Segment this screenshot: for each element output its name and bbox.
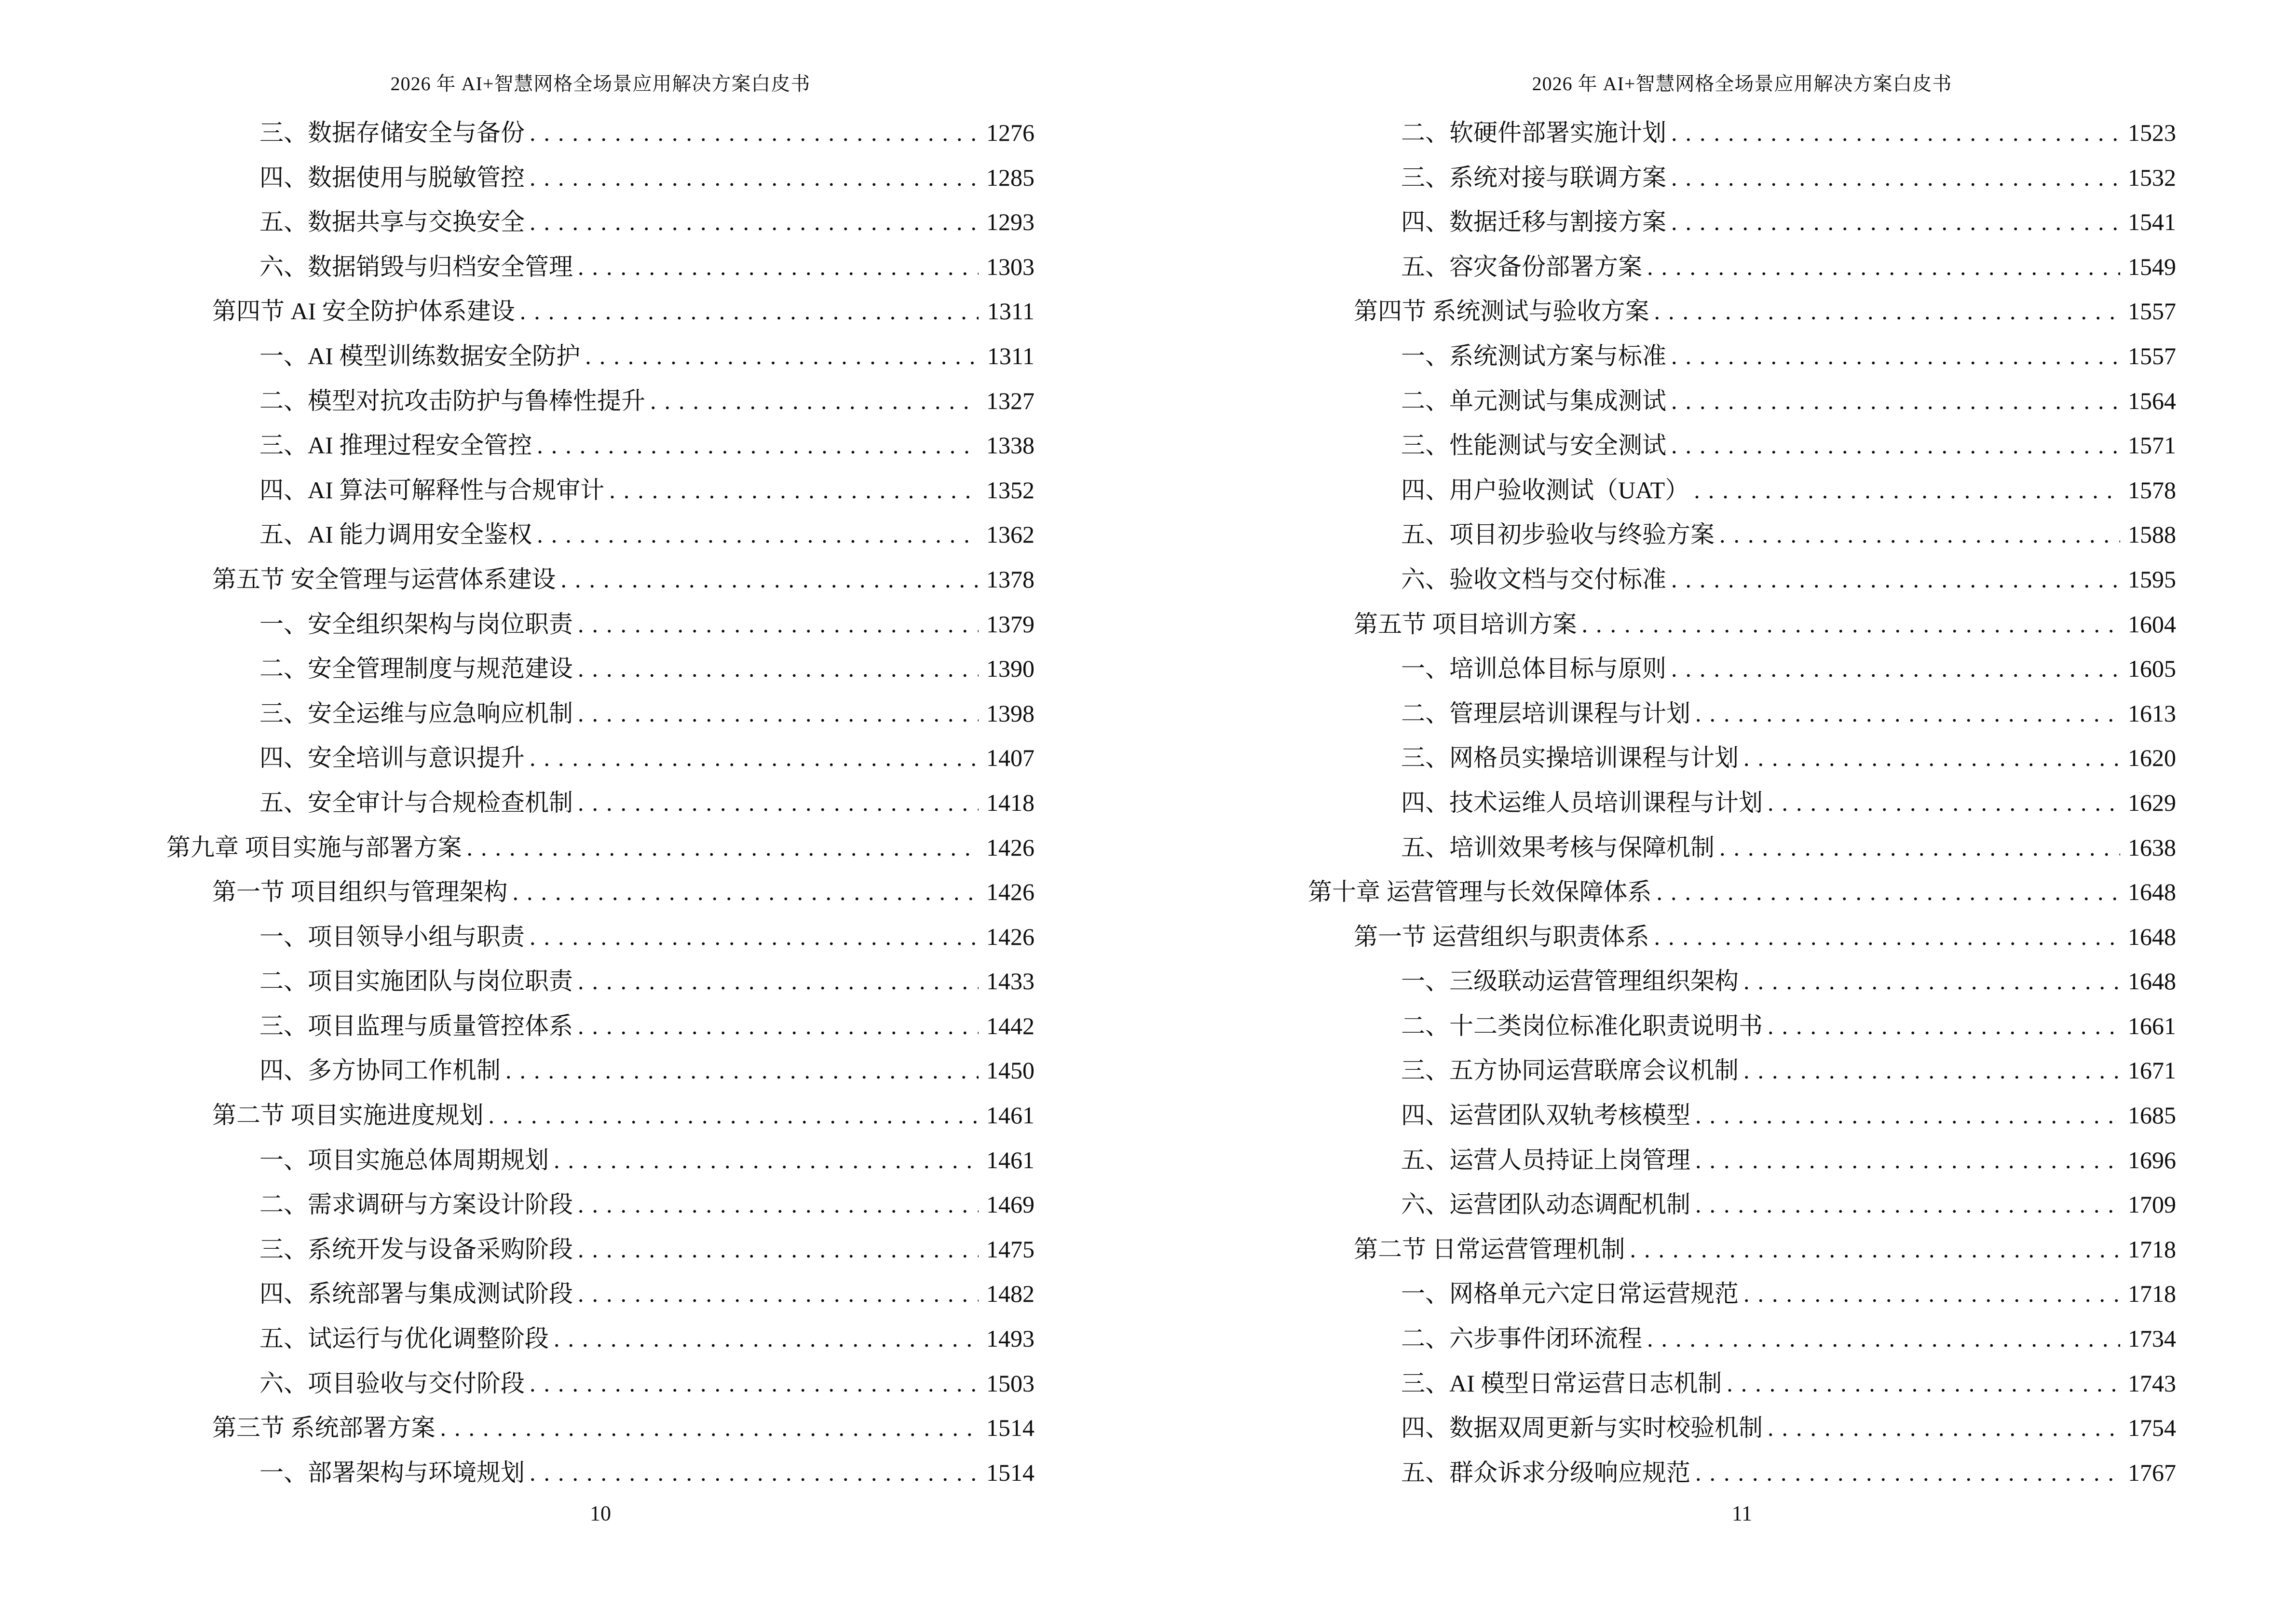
toc-entry-page-number: 1523 [2128,119,2176,146]
toc-entry-page-number: 1426 [986,923,1035,950]
toc-entry[interactable] [1308,602,2176,647]
toc-entry-page-number: 1613 [2128,699,2176,727]
toc-entry-page-number: 1338 [986,432,1035,459]
toc-entry-title: 三、项目监理与质量管控体系 [259,1012,573,1039]
dot-leader [1582,602,2121,647]
toc-entry-title: 五、群众诉求分级响应规范 [1401,1459,1690,1486]
toc-entry[interactable] [166,1271,1035,1316]
toc-entry[interactable] [1308,468,2176,513]
toc-entry-title: 三、安全运维与应急响应机制 [259,699,573,727]
toc-entry-page-number: 1671 [2128,1057,2176,1084]
dot-leader [1695,1182,2120,1227]
toc-entry[interactable] [1308,1361,2176,1406]
dot-leader [554,1316,979,1361]
toc-entry-page-number: 1503 [986,1369,1035,1397]
toc-entry-title: 五、安全审计与合规检查机制 [259,789,573,816]
toc-entry[interactable] [166,512,1035,557]
toc-entry-page-number: 1426 [986,878,1035,906]
toc-entry[interactable] [166,557,1035,602]
toc-entry-title: 四、运营团队双轨考核模型 [1401,1102,1690,1129]
dot-leader [1671,200,2120,245]
toc-entry[interactable] [166,1093,1035,1138]
toc-entry[interactable] [166,602,1035,647]
dot-leader [609,468,979,513]
dot-leader [1630,1227,2121,1272]
dot-leader [530,110,979,155]
dot-leader [505,1048,979,1093]
dot-leader [1647,245,2120,289]
toc-entry[interactable] [1308,780,2176,825]
dot-leader [578,959,979,1004]
toc-entry-title: 五、试运行与优化调整阶段 [259,1325,549,1352]
dot-leader [1695,691,2120,736]
dot-leader [1671,423,2120,468]
toc-entry-page-number: 1461 [986,1102,1035,1129]
toc-entry-title: 四、多方协同工作机制 [259,1057,501,1084]
toc-entry-page-number: 1638 [2128,833,2176,861]
dot-leader [1694,468,2120,513]
toc-entry-title: 六、验收文档与交付标准 [1401,565,1666,593]
toc-entry-page-number: 1311 [987,342,1035,369]
toc-entry-page-number: 1450 [986,1057,1035,1084]
dot-leader [578,646,979,691]
toc-entry-page-number: 1493 [986,1325,1035,1352]
toc-entry-title: 第二节 项目实施进度规划 [212,1102,484,1129]
toc-entry-page-number: 1696 [2128,1146,2176,1174]
page-number-footer: 10 [590,1501,611,1525]
dot-leader [578,780,979,825]
dot-leader [650,379,979,423]
toc-entry-page-number: 1661 [2128,1012,2176,1039]
dot-leader [585,334,979,379]
toc-entry[interactable] [166,1450,1035,1495]
toc-entry-title: 第一节 项目组织与管理架构 [212,878,508,906]
dot-leader [1743,1271,2120,1316]
dot-leader [1743,1048,2120,1093]
toc-entry[interactable] [166,1048,1035,1093]
toc-entry-title: 第二节 日常运营管理机制 [1354,1235,1625,1263]
toc-entry-title: 三、网格员实操培训课程与计划 [1401,744,1739,772]
dot-leader [1768,780,2120,825]
toc-entry-page-number: 1734 [2128,1325,2176,1352]
dot-leader [1657,870,2121,914]
dot-leader [530,914,979,959]
dot-leader [530,1361,979,1406]
dot-leader [1743,959,2120,1004]
toc-entry-title: 第四节 AI 安全防护体系建设 [212,298,515,325]
toc-entry[interactable] [1308,1316,2176,1361]
toc-entry-page-number: 1362 [986,521,1035,548]
toc-entry-page-number: 1327 [986,387,1035,414]
toc-entry-title: 二、安全管理制度与规范建设 [259,655,573,682]
toc-entry-page-number: 1293 [986,208,1035,236]
toc-entry-page-number: 1595 [2128,565,2176,593]
toc-entry-page-number: 1604 [2128,610,2176,638]
toc-entry-title: 第十章 运营管理与长效保障体系 [1308,878,1652,906]
toc-entry[interactable] [166,1138,1035,1183]
toc-entry[interactable] [1308,959,2176,1004]
toc-entry[interactable] [166,1227,1035,1272]
toc-entry-title: 五、AI 能力调用安全鉴权 [259,521,532,548]
toc-entry-title: 二、管理层培训课程与计划 [1401,699,1690,727]
toc-entry-page-number: 1549 [2128,253,2176,280]
toc-entry-page-number: 1469 [986,1191,1035,1218]
dot-leader [489,1093,979,1138]
toc-entry-page-number: 1767 [2128,1459,2176,1486]
toc-entry-page-number: 1743 [2128,1369,2176,1397]
toc-entry-page-number: 1398 [986,699,1035,727]
toc-entry[interactable] [1308,870,2176,914]
toc-entry[interactable] [166,736,1035,780]
toc-entry-page-number: 1564 [2128,387,2176,414]
toc-entry[interactable] [166,959,1035,1004]
toc-entry-title: 四、数据使用与脱敏管控 [259,164,525,191]
toc-entry-title: 四、系统部署与集成测试阶段 [259,1280,573,1308]
toc-entry-title: 四、AI 算法可解释性与合规审计 [259,476,605,504]
toc-entry-title: 五、容灾备份部署方案 [1401,253,1642,280]
toc-entry-title: 三、AI 推理过程安全管控 [259,432,532,459]
dot-leader [1719,512,2120,557]
toc-entry[interactable] [166,870,1035,914]
dot-leader [537,423,979,468]
toc-entry[interactable] [1308,1138,2176,1183]
toc-entry-title: 一、项目实施总体周期规划 [259,1146,549,1174]
toc-entry-title: 一、AI 模型训练数据安全防护 [259,342,581,369]
toc-entry[interactable] [166,1182,1035,1227]
toc-entry-title: 五、项目初步验收与终验方案 [1401,521,1715,548]
dot-leader [1654,914,2121,959]
toc-entry[interactable] [1308,736,2176,780]
toc-entry[interactable] [166,1361,1035,1406]
toc-entry[interactable] [1308,825,2176,870]
toc-page-left [166,0,1035,1624]
toc-entry-title: 五、数据共享与交换安全 [259,208,525,236]
toc-entry-title: 第三节 系统部署方案 [212,1414,436,1442]
toc-entry-title: 四、数据双周更新与实时校验机制 [1401,1414,1763,1442]
toc-entry-title: 第四节 系统测试与验收方案 [1354,298,1649,325]
toc-entry-page-number: 1557 [2128,298,2176,325]
toc-entry[interactable] [1308,110,2176,155]
dot-leader [578,1227,979,1272]
toc-entry-page-number: 1718 [2128,1280,2176,1308]
dot-leader [554,1138,979,1183]
toc-entry-page-number: 1709 [2128,1191,2176,1218]
toc-entry[interactable] [1308,1048,2176,1093]
toc-entry[interactable] [1308,1182,2176,1227]
dot-leader [1719,825,2120,870]
toc-entry-page-number: 1426 [986,833,1035,861]
toc-entry-title: 三、五方协同运营联席会议机制 [1401,1057,1739,1084]
dot-leader [578,1004,979,1049]
toc-entry[interactable] [166,245,1035,289]
toc-entry-page-number: 1352 [986,476,1035,504]
toc-entry-list [166,110,1035,1495]
dot-leader [530,736,979,780]
dot-leader [1768,1406,2120,1450]
toc-entry[interactable] [1308,155,2176,200]
toc-entry-page-number: 1648 [2128,878,2176,906]
dot-leader [1654,289,2121,334]
toc-entry-page-number: 1685 [2128,1102,2176,1129]
toc-entry-page-number: 1629 [2128,789,2176,816]
dot-leader [1671,155,2120,200]
toc-entry-page-number: 1475 [986,1235,1035,1263]
toc-entry[interactable] [166,289,1035,334]
dot-leader [530,155,979,200]
toc-entry[interactable] [1308,1406,2176,1450]
document-title-header: 2026 年 AI+智慧网格全场景应用解决方案白皮书 [1532,73,1952,95]
toc-entry[interactable] [166,155,1035,200]
toc-entry-title: 一、安全组织架构与岗位职责 [259,610,573,638]
toc-entry-title: 三、性能测试与安全测试 [1401,432,1666,459]
toc-entry[interactable] [166,1316,1035,1361]
page-number-footer: 11 [1731,1501,1753,1525]
toc-entry[interactable] [1308,1450,2176,1495]
toc-entry[interactable] [166,110,1035,155]
toc-entry[interactable] [166,646,1035,691]
toc-entry-page-number: 1311 [987,298,1035,325]
toc-entry-title: 二、六步事件闭环流程 [1401,1325,1642,1352]
toc-entry-page-number: 1482 [986,1280,1035,1308]
toc-entry-page-number: 1303 [986,253,1035,280]
toc-entry[interactable] [1308,289,2176,334]
toc-entry[interactable] [166,468,1035,513]
toc-entry[interactable] [166,1406,1035,1450]
dot-leader [520,289,979,334]
toc-entry-title: 二、十二类岗位标准化职责说明书 [1401,1012,1763,1039]
toc-entry[interactable] [166,914,1035,959]
toc-entry-page-number: 1532 [2128,164,2176,191]
toc-entry-page-number: 1588 [2128,521,2176,548]
toc-entry[interactable] [166,379,1035,423]
toc-entry[interactable] [1308,691,2176,736]
toc-entry-page-number: 1276 [986,119,1035,146]
dot-leader [578,691,979,736]
toc-entry-title: 一、三级联动运营管理组织架构 [1401,968,1739,995]
toc-entry-page-number: 1514 [986,1414,1035,1442]
document-title-header: 2026 年 AI+智慧网格全场景应用解决方案白皮书 [390,73,811,95]
dot-leader [578,1182,979,1227]
toc-entry[interactable] [1308,379,2176,423]
toc-entry-page-number: 1514 [986,1459,1035,1486]
toc-entry[interactable] [1308,646,2176,691]
dot-leader [530,1450,979,1495]
toc-entry-title: 四、数据迁移与割接方案 [1401,208,1666,236]
toc-entry-title: 二、项目实施团队与岗位职责 [259,968,573,995]
toc-entry-title: 一、培训总体目标与原则 [1401,655,1666,682]
toc-entry-page-number: 1541 [2128,208,2176,236]
toc-entry[interactable] [1308,423,2176,468]
dot-leader [578,245,979,289]
toc-entry-page-number: 1379 [986,610,1035,638]
toc-entry-page-number: 1285 [986,164,1035,191]
dot-leader [1727,1361,2120,1406]
toc-entry-page-number: 1620 [2128,744,2176,772]
dot-leader [537,512,979,557]
toc-entry-title: 第五节 安全管理与运营体系建设 [212,565,556,593]
toc-entry-list [1308,110,2176,1495]
toc-entry-page-number: 1718 [2128,1235,2176,1263]
toc-entry-title: 三、系统开发与设备采购阶段 [259,1235,573,1263]
toc-entry-title: 二、需求调研与方案设计阶段 [259,1191,573,1218]
toc-entry-page-number: 1557 [2128,342,2176,369]
toc-entry-page-number: 1648 [2128,923,2176,950]
toc-entry-title: 一、项目领导小组与职责 [259,923,525,950]
toc-entry-page-number: 1418 [986,789,1035,816]
toc-page-right [1308,0,2176,1624]
toc-entry-title: 三、数据存储安全与备份 [259,119,525,146]
toc-entry-title: 一、部署架构与环境规划 [259,1459,525,1486]
toc-entry-title: 六、项目验收与交付阶段 [259,1369,525,1397]
toc-entry-title: 第九章 项目实施与部署方案 [166,833,462,861]
toc-entry-title: 四、安全培训与意识提升 [259,744,525,772]
toc-entry-page-number: 1442 [986,1012,1035,1039]
dot-leader [1743,736,2120,780]
dot-leader [578,602,979,647]
toc-entry-title: 四、技术运维人员培训课程与计划 [1401,789,1763,816]
toc-entry[interactable] [1308,1271,2176,1316]
toc-entry[interactable] [1308,334,2176,379]
dot-leader [1695,1450,2120,1495]
toc-entry-page-number: 1648 [2128,968,2176,995]
toc-entry-title: 六、运营团队动态调配机制 [1401,1191,1690,1218]
toc-entry-title: 二、单元测试与集成测试 [1401,387,1666,414]
toc-entry-page-number: 1571 [2128,432,2176,459]
dot-leader [1671,557,2120,602]
dot-leader [1695,1093,2120,1138]
toc-entry[interactable] [1308,1093,2176,1138]
toc-entry-title: 五、运营人员持证上岗管理 [1401,1146,1690,1174]
toc-entry[interactable] [1308,512,2176,557]
toc-entry-title: 五、培训效果考核与保障机制 [1401,833,1715,861]
toc-entry-title: 四、用户验收测试（UAT） [1401,476,1689,504]
dot-leader [578,1271,979,1316]
toc-entry[interactable] [1308,200,2176,245]
toc-entry[interactable] [1308,557,2176,602]
toc-entry-title: 一、网格单元六定日常运营规范 [1401,1280,1739,1308]
toc-entry-title: 三、系统对接与联调方案 [1401,164,1666,191]
toc-entry-title: 一、系统测试方案与标准 [1401,342,1666,369]
toc-entry-page-number: 1578 [2128,476,2176,504]
toc-entry-page-number: 1461 [986,1146,1035,1174]
dot-leader [1647,1316,2120,1361]
toc-entry[interactable] [166,691,1035,736]
toc-entry-page-number: 1378 [986,565,1035,593]
dot-leader [530,200,979,245]
dot-leader [1671,334,2120,379]
toc-entry[interactable] [166,423,1035,468]
toc-entry[interactable] [166,200,1035,245]
toc-entry[interactable] [1308,1227,2176,1272]
toc-entry[interactable] [166,825,1035,870]
toc-entry-title: 二、模型对抗攻击防护与鲁棒性提升 [259,387,645,414]
dot-leader [513,870,979,914]
toc-entry-page-number: 1433 [986,968,1035,995]
toc-entry-title: 第一节 运营组织与职责体系 [1354,923,1649,950]
toc-entry-page-number: 1754 [2128,1414,2176,1442]
dot-leader [1671,379,2120,423]
toc-entry-title: 二、软硬件部署实施计划 [1401,119,1666,146]
dot-leader [1671,110,2120,155]
toc-entry[interactable] [1308,245,2176,289]
dot-leader [1695,1138,2120,1183]
toc-entry-title: 六、数据销毁与归档安全管理 [259,253,573,280]
toc-entry[interactable] [166,780,1035,825]
dot-leader [1671,646,2120,691]
toc-entry-title: 第五节 项目培训方案 [1354,610,1577,638]
dot-leader [467,825,979,870]
toc-entry-page-number: 1605 [2128,655,2176,682]
toc-entry[interactable] [166,334,1035,379]
dot-leader [440,1406,979,1450]
toc-entry-title: 三、AI 模型日常运营日志机制 [1401,1369,1722,1397]
toc-entry-page-number: 1390 [986,655,1035,682]
dot-leader [1768,1004,2120,1049]
toc-entry[interactable] [1308,1004,2176,1049]
toc-entry[interactable] [166,1004,1035,1049]
toc-entry[interactable] [1308,914,2176,959]
toc-entry-page-number: 1407 [986,744,1035,772]
dot-leader [561,557,979,602]
